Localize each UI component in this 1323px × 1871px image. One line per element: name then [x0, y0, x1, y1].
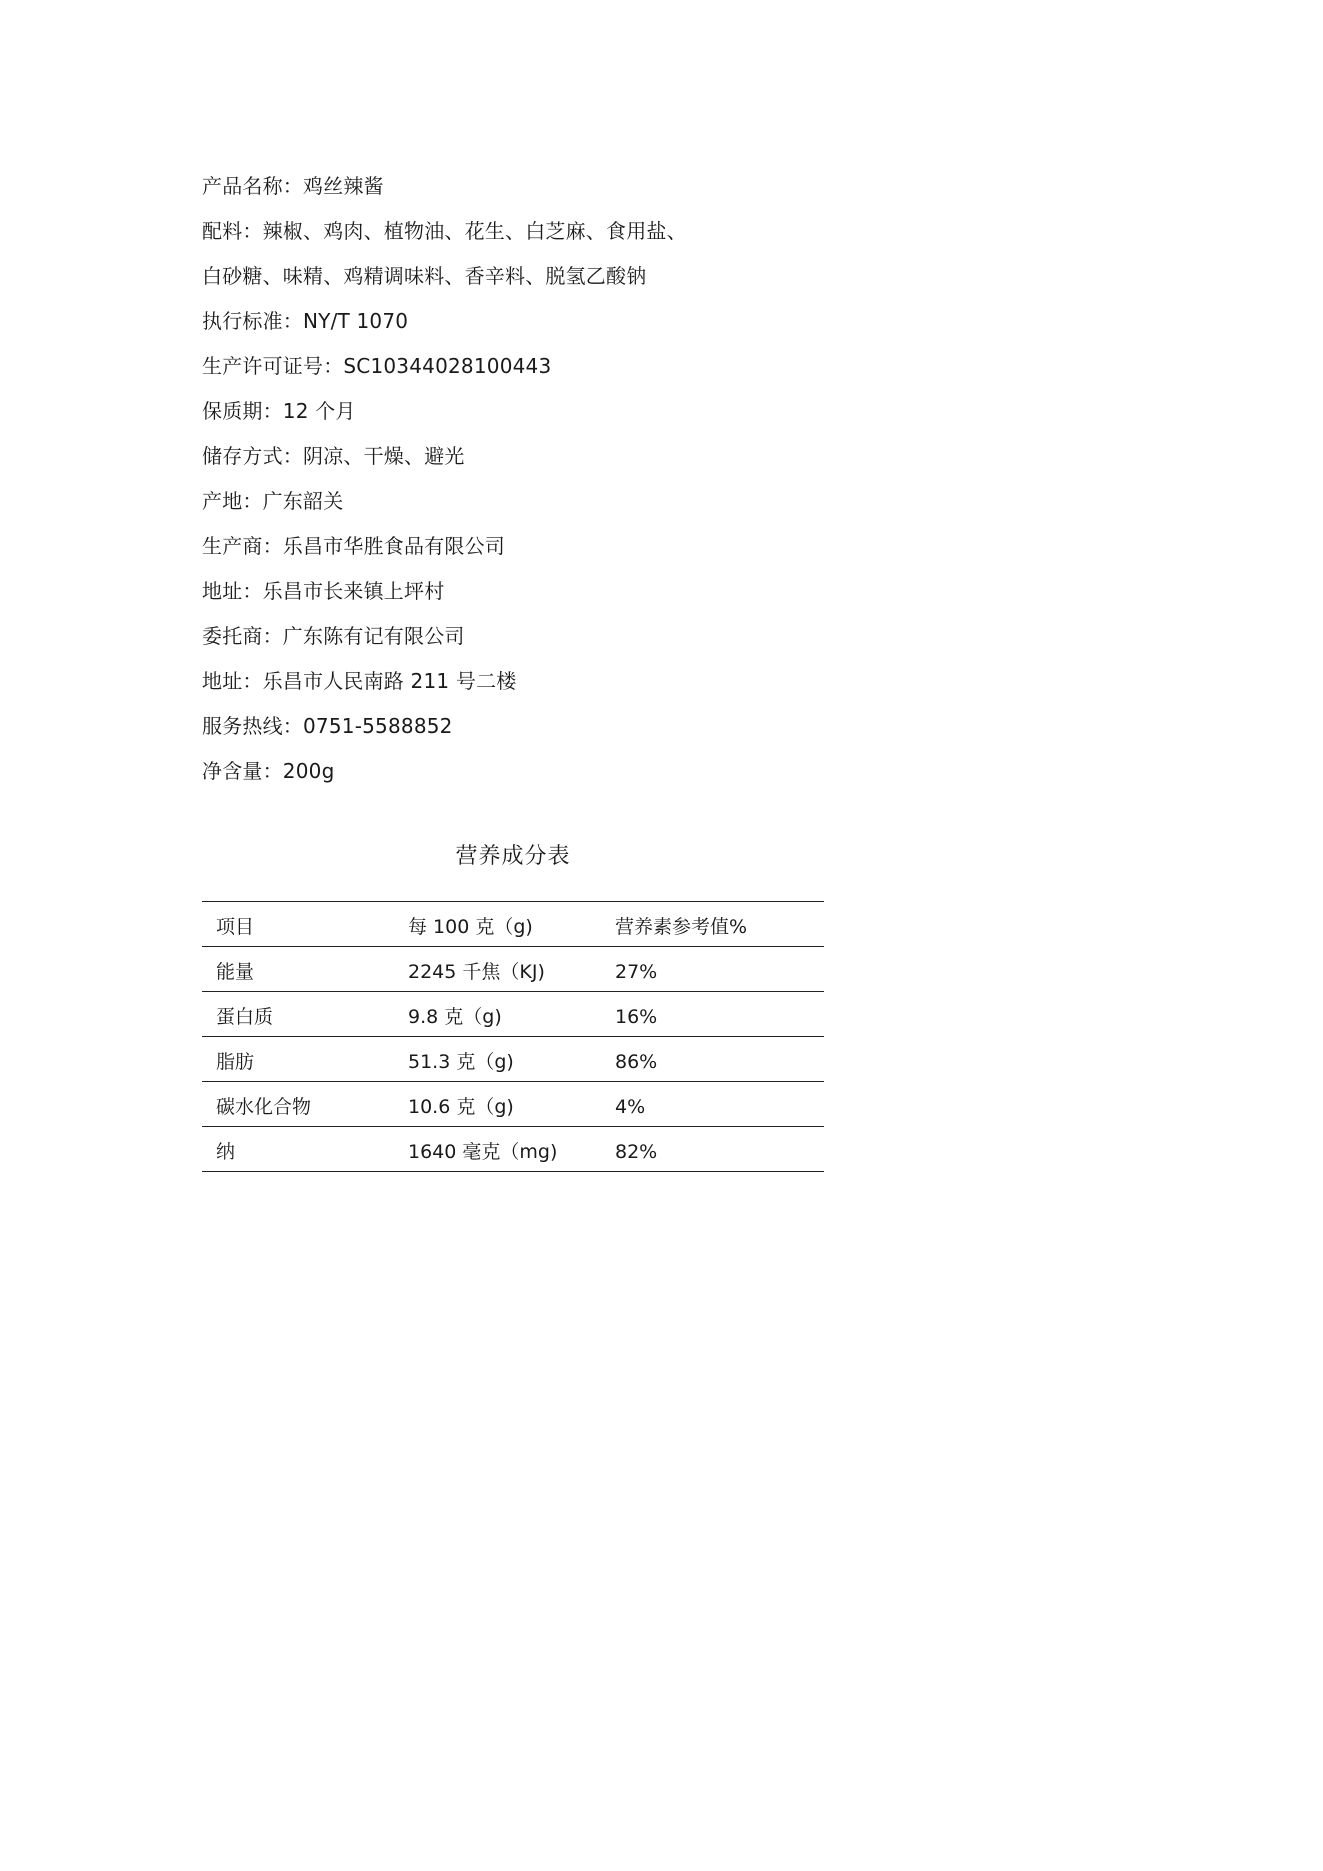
row-nrv: 16% — [615, 1006, 658, 1028]
row-amount: 2245 千焦（KJ) — [408, 961, 545, 983]
manufacturer-line: 生产商：乐昌市华胜食品有限公司 — [202, 534, 505, 558]
ingredients-line-continued: 白砂糖、味精、鸡精调味料、香辛料、脱氢乙酸钠 — [202, 264, 647, 288]
row-amount: 9.8 克（g) — [408, 1006, 502, 1028]
header-item: 项目 — [216, 916, 255, 938]
row-item: 碳水化合物 — [216, 1096, 312, 1118]
row-nrv: 82% — [615, 1141, 658, 1163]
row-item: 能量 — [216, 961, 255, 983]
table-row — [202, 1082, 824, 1127]
hotline-line: 服务热线：0751-5588852 — [202, 714, 453, 738]
manufacturer-address-line: 地址：乐昌市长来镇上坪村 — [202, 579, 445, 603]
client-address-line: 地址：乐昌市人民南路 211 号二楼 — [202, 669, 517, 693]
product-label-info — [202, 168, 962, 798]
storage-line: 储存方式：阴凉、干燥、避光 — [202, 444, 465, 468]
product-name-line: 产品名称：鸡丝辣酱 — [202, 174, 384, 198]
row-item: 脂肪 — [216, 1051, 255, 1073]
table-row — [202, 992, 824, 1037]
header-nrv: 营养素参考值% — [615, 916, 748, 938]
nutrition-table — [202, 901, 824, 1172]
row-nrv: 27% — [615, 961, 658, 983]
net-content-line: 净含量：200g — [202, 759, 335, 783]
table-row — [202, 1127, 824, 1172]
row-amount: 10.6 克（g) — [408, 1096, 514, 1118]
table-header-row — [202, 902, 824, 947]
row-item: 纳 — [216, 1141, 236, 1163]
row-amount: 51.3 克（g) — [408, 1051, 514, 1073]
row-nrv: 86% — [615, 1051, 658, 1073]
nutrition-table-title: 营养成分表 — [455, 844, 571, 869]
table-row — [202, 1037, 824, 1082]
row-item: 蛋白质 — [216, 1006, 274, 1028]
row-nrv: 4% — [615, 1096, 646, 1118]
shelf-life-line: 保质期：12 个月 — [202, 399, 356, 423]
ingredients-line: 配料：辣椒、鸡肉、植物油、花生、白芝麻、食用盐、 — [202, 219, 687, 243]
license-line: 生产许可证号：SC10344028100443 — [202, 354, 552, 378]
header-per-100g: 每 100 克（g) — [408, 916, 533, 938]
row-amount: 1640 毫克（mg) — [408, 1141, 558, 1163]
standard-line: 执行标准：NY/T 1070 — [202, 309, 409, 333]
origin-line: 产地：广东韶关 — [202, 489, 344, 513]
table-row — [202, 947, 824, 992]
client-line: 委托商：广东陈有记有限公司 — [202, 624, 465, 648]
